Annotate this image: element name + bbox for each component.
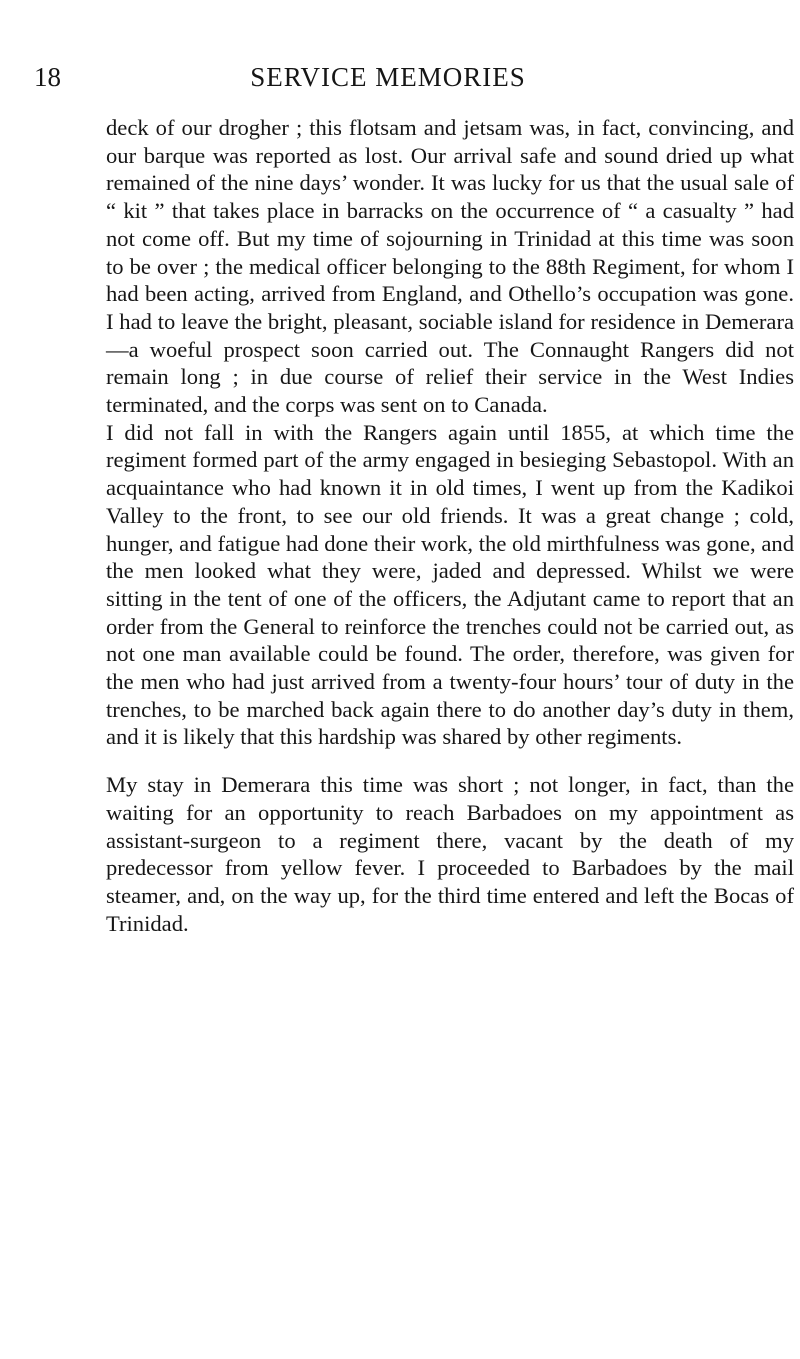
section-break [106,751,794,771]
page-number: 18 [34,62,61,92]
paragraph-continuation: deck of our drogher ; this flotsam and jetsam was, in fact, convincing, and our barque was reported as lost. Our arrival safe and sound dried up what remained of the nine days’ wonder. It was lucky for us that the usual sale of “ kit ” that takes place in barracks on the occurrence of “ a casualty ” had not come off. But my time of sojourning in Trinidad at this time was soon to be over ; the medical officer belonging to the 88th Regiment, for whom I had been acting, arrived from England, and Othello’s occupation was gone. I had to leave the bright, pleasant, sociable island for residence in Demerara—a woeful prospect soon carried out. The Connaught Rangers did not remain long ; in due course of relief their service in the West Indies terminated, and the corps was sent on to Canada. [106,115,794,418]
page-header [34,60,742,100]
page-body [106,114,794,937]
running-head: SERVICE MEMORIES [250,62,526,92]
paragraph-demerara: My stay in Demerara this time was short ; not longer, in fact, than the waiting for an opportunity to reach Barbadoes on my appointment as assistant-surgeon to a regiment there, vacant by the death of my predecessor from yellow fever. I proceeded to Barbadoes by the mail steamer, and, on the way up, for the third time entered and left the Bocas of Trinidad. [106,772,794,936]
paragraph-rangers-1855: I did not fall in with the Rangers again until 1855, at which time the regiment formed part of the army engaged in besieging Sebastopol. With an acquaintance who had known it in old times, I went up from the Kadikoi Valley to the front, to see our old friends. It was a great change ; cold, hunger, and fatigue had done their work, the old mirthfulness was gone, and the men looked what they were, jaded and depressed. Whilst we were sitting in the tent of one of the officers, the Adjutant came to report that an order from the General to reinforce the trenches could not be carried out, as not one man available could be found. The order, therefore, was given for the men who had just arrived from a twenty-four hours’ tour of duty in the trenches, to be marched back again there to do another day’s duty in them, and it is likely that this hardship was shared by other regiments. [106,419,794,750]
